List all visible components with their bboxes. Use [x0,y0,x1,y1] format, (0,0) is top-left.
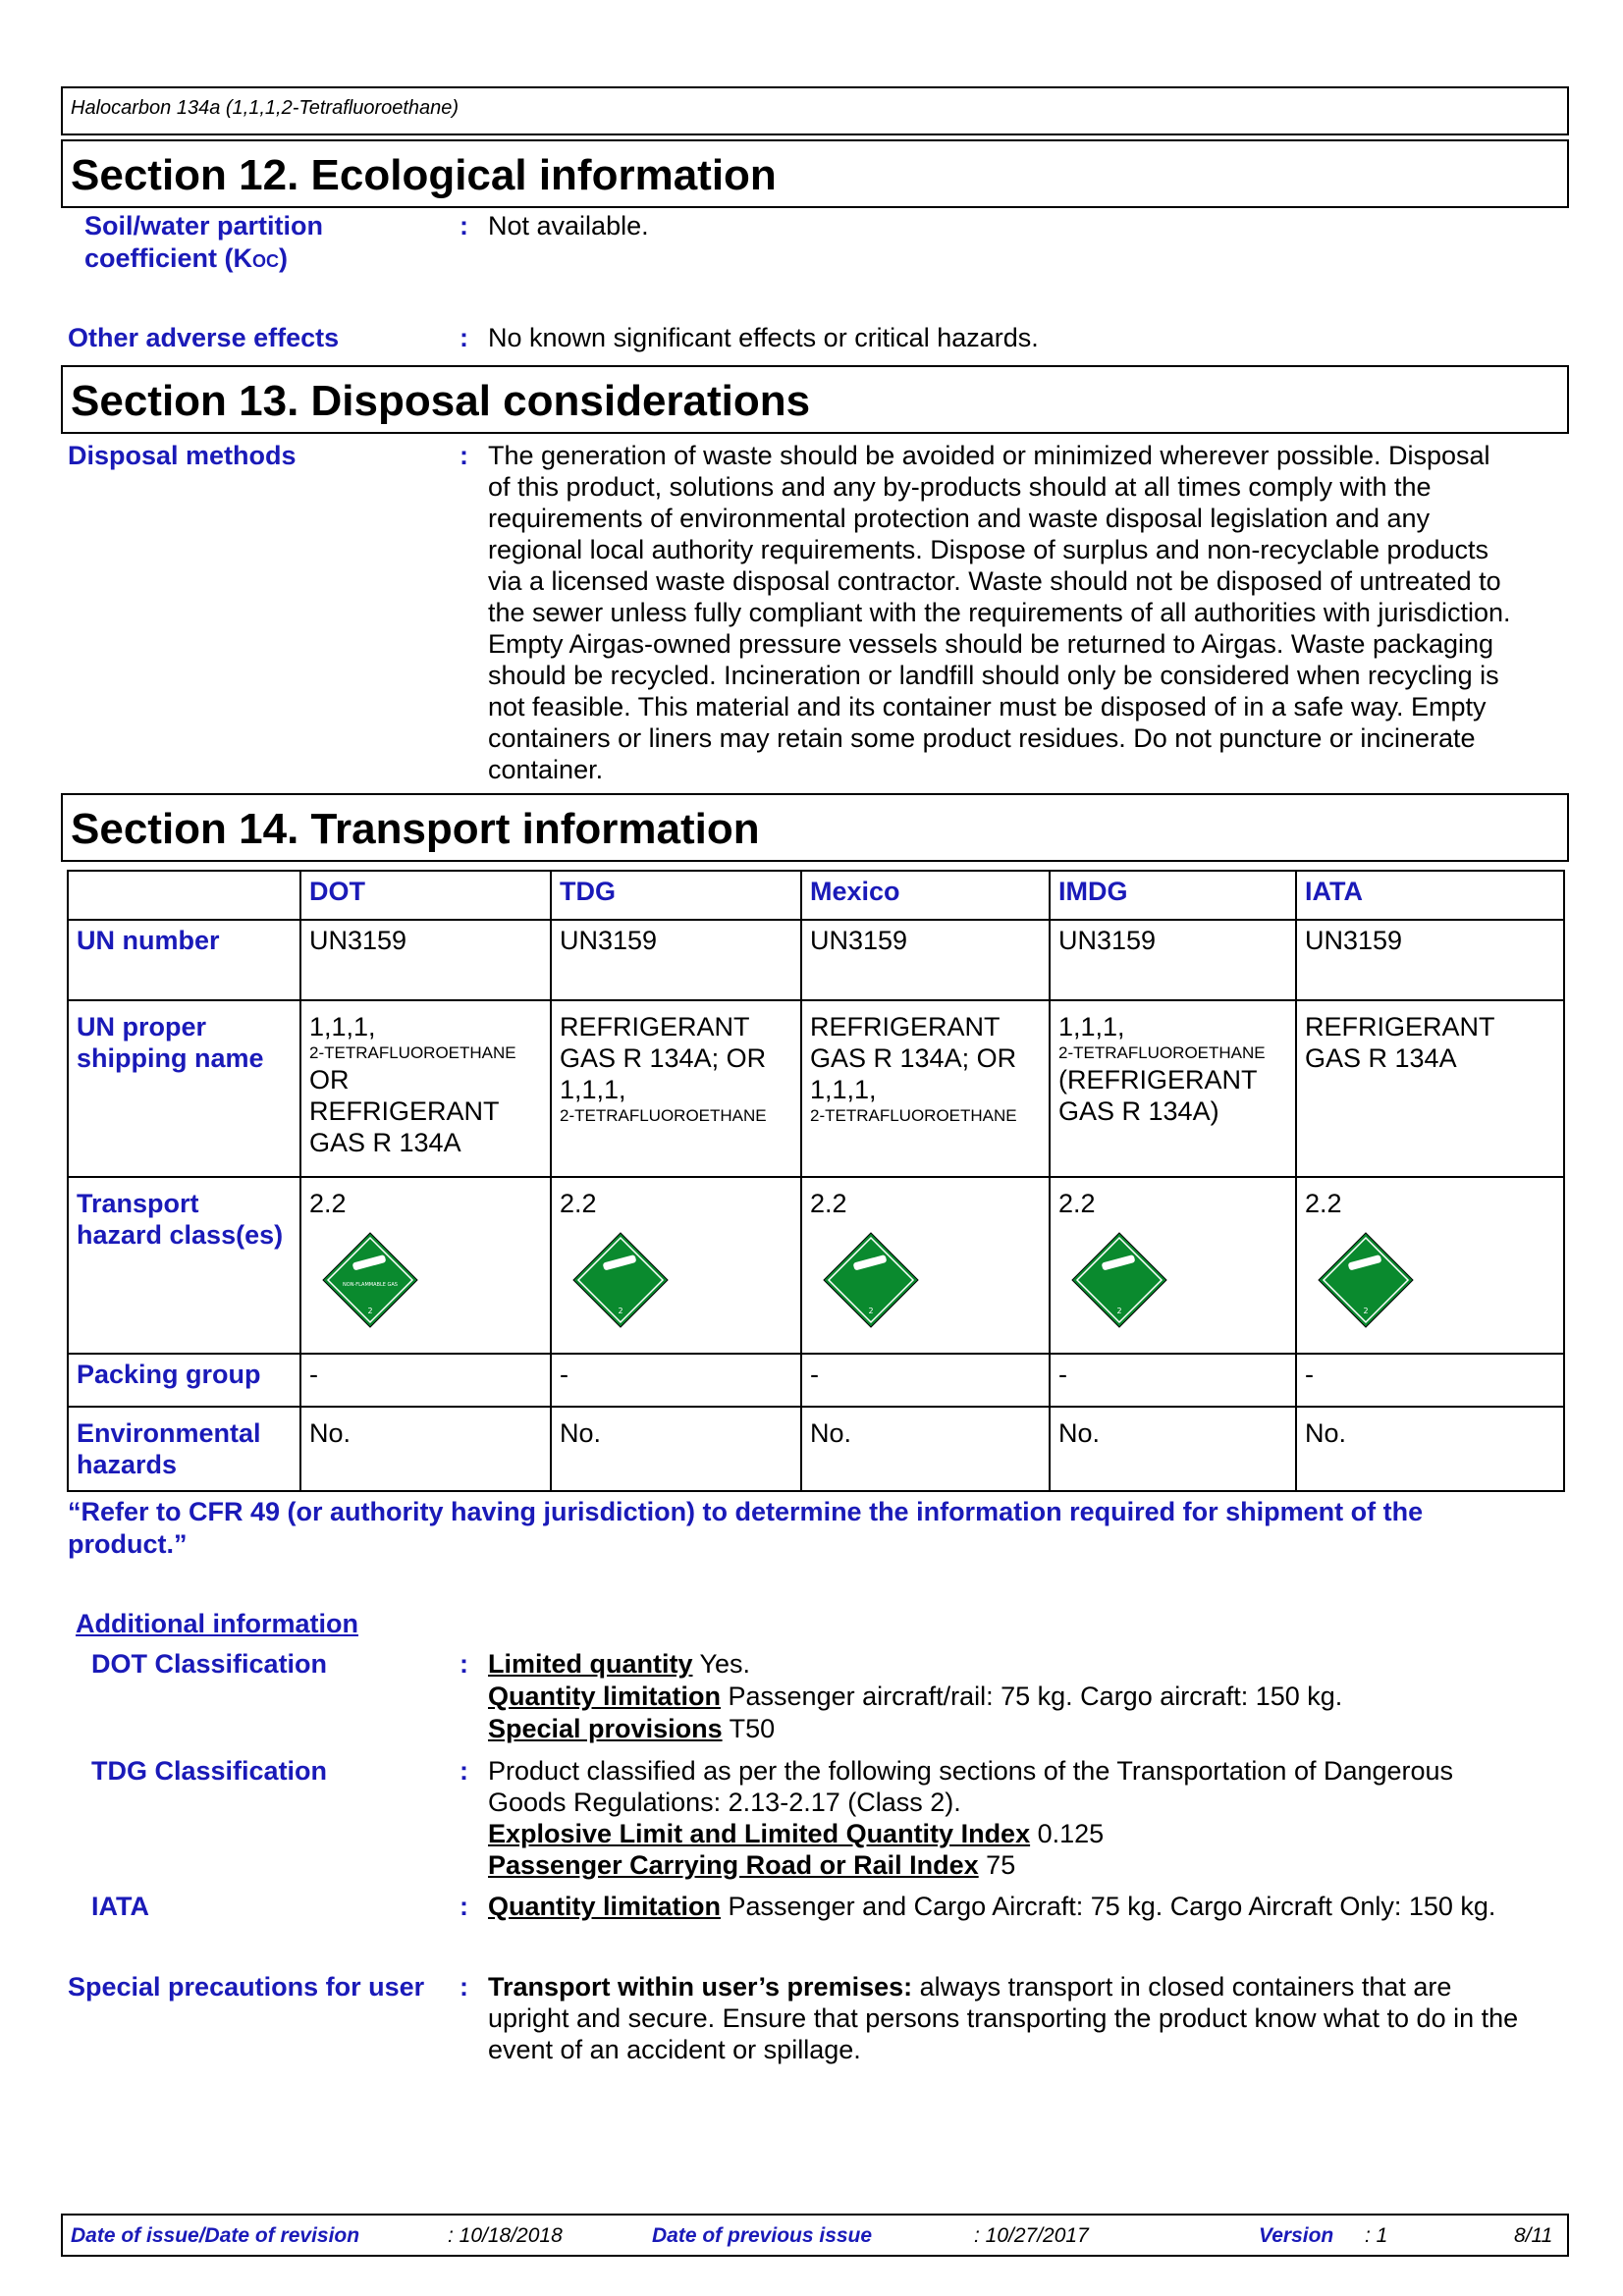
cfr-note: “Refer to CFR 49 (or authority having jurisdiction) to determine the information required for shipment of the product.” [68,1497,1424,1559]
cell-hazard-imdg: 2.2 2 [1050,1177,1296,1354]
table-header-row [68,871,1564,920]
section-14-header [61,793,1569,862]
cell-name-mexico: REFRIGERANT GAS R 134A; OR 1,1,1, 2-TETRAFLUOROETHANE [801,1000,1050,1177]
col-tdg: TDG [551,871,801,920]
disposal-line: via a licensed waste disposal contractor. Waste should not be disposed of untreated to [488,566,1501,596]
cell-env-imdg: No. [1050,1407,1296,1491]
col-dot: DOT [300,871,551,920]
issue-date-value: : 10/18/2018 [448,2224,563,2247]
tdg-classification-value: Product classified as per the following sections of the Transportation of Dangerous Goods Regulations: 2.13-2.17 (Class 2). Explosive Limit and Limited Quantity Index 0.125 Passenger Carrying Road or Rail Index 75 [488,1756,1454,1880]
cell-name-imdg: 1,1,1, 2-TETRAFLUOROETHANE (REFRIGERANT GAS R 134A) [1050,1000,1296,1177]
disposal-line: regional local authority requirements. Dispose of surplus and non-recyclable products [488,535,1489,564]
cell-pg-imdg: - [1050,1354,1296,1407]
cell-env-mexico: No. [801,1407,1050,1491]
disposal-line: requirements of environmental protection and waste disposal legislation and any [488,504,1431,533]
other-adverse-value: No known significant effects or critical hazards. [488,323,1039,352]
colon: : [460,1649,468,1679]
table-row-hazard-class [68,1177,1564,1354]
disposal-methods-label: Disposal methods [68,441,297,470]
colon: : [460,1892,468,1921]
row-label-hazard-class: Transport hazard class(es) [68,1177,300,1354]
non-flammable-gas-placard-icon [571,1231,792,1336]
placard-text: NON-FLAMMABLE GAS [343,1282,398,1288]
cell-name-iata: REFRIGERANT GAS R 134A [1296,1000,1564,1177]
table-row-un-number [68,920,1564,1000]
cell-env-dot: No. [300,1407,551,1491]
table-row-packing-group [68,1354,1564,1407]
additional-info-title: Additional information [76,1609,358,1638]
placard-class-number: 2 [618,1307,623,1315]
soil-partition-label: Soil/water partition coefficient (KOC) [84,211,324,273]
previous-issue-label: Date of previous issue [652,2224,873,2247]
disposal-methods-text [488,440,1568,785]
row-label-un-number: UN number [68,920,300,1000]
placard-class-number: 2 [1363,1307,1369,1315]
row-label-env-hazards: Environmental hazards [68,1407,300,1491]
special-precautions-value: Transport within user’s premises: always transport in closed containers that are upright and secure. Ensure that persons transporting the product know what to do in the event of an accident or spillage. [488,1972,1519,2064]
cell-pg-mexico: - [801,1354,1050,1407]
cell-hazard-mexico: 2.2 2 [801,1177,1050,1354]
colon: : [460,1756,468,1786]
transport-table [67,870,1565,1492]
disposal-line: the sewer unless fully compliant with the requirements of all authorities with jurisdiction. [488,598,1511,627]
section-12-header [61,139,1569,208]
table-row-env-hazards [68,1407,1564,1491]
cell-un-imdg: UN3159 [1050,920,1296,1000]
colon: : [460,211,468,240]
cell-pg-iata: - [1296,1354,1564,1407]
document-title: Halocarbon 134a (1,1,1,2-Tetrafluoroethane) [71,97,460,119]
issue-date-label: Date of issue/Date of revision [71,2224,360,2247]
placard-class-number: 2 [1116,1307,1122,1315]
col-mexico: Mexico [801,871,1050,920]
disposal-line: Empty Airgas-owned pressure vessels should be returned to Airgas. Waste packaging [488,629,1494,659]
cell-env-tdg: No. [551,1407,801,1491]
previous-issue-value: : 10/27/2017 [974,2224,1089,2247]
row-label-packing-group: Packing group [68,1354,300,1407]
table-row-proper-name [68,1000,1564,1177]
col-iata: IATA [1296,871,1564,920]
disposal-line: container. [488,755,604,784]
cell-un-iata: UN3159 [1296,920,1564,1000]
cell-name-dot: 1,1,1, 2-TETRAFLUOROETHANE OR REFRIGERANT GAS R 134A [300,1000,551,1177]
colon: : [460,441,468,470]
dot-classification-label: DOT Classification [91,1649,328,1679]
tdg-classification-label: TDG Classification [91,1756,328,1786]
disposal-line: containers or liners may retain some product residues. Do not puncture or incinerate [488,723,1476,753]
cell-hazard-iata: 2.2 2 [1296,1177,1564,1354]
cell-name-tdg: REFRIGERANT GAS R 134A; OR 1,1,1, 2-TETRAFLUOROETHANE [551,1000,801,1177]
cell-un-dot: UN3159 [300,920,551,1000]
colon: : [460,1972,468,2002]
placard-class-number: 2 [367,1307,373,1315]
section-14-title: Section 14. Transport information [71,805,760,853]
section-13-title: Section 13. Disposal considerations [71,377,811,425]
header-empty [68,871,300,920]
dot-classification-value: Limited quantity Yes. Quantity limitation Passenger aircraft/rail: 75 kg. Cargo aircraft: 150 kg. Special provisions T50 [488,1649,1343,1743]
non-flammable-gas-placard-icon [321,1231,542,1336]
iata-label: IATA [91,1892,149,1921]
cell-un-tdg: UN3159 [551,920,801,1000]
placard-class-number: 2 [868,1307,874,1315]
soil-partition-value: Not available. [488,211,649,240]
non-flammable-gas-placard-icon [822,1231,1041,1336]
page-number: 8/11 [1514,2224,1553,2247]
document-footer [61,2214,1569,2257]
row-label-proper-name: UN proper shipping name [68,1000,300,1177]
version-value: : 1 [1365,2224,1388,2247]
document-header [61,86,1569,135]
colon: : [460,323,468,352]
iata-value: Quantity limitation Passenger and Cargo Aircraft: 75 kg. Cargo Aircraft Only: 150 kg. [488,1892,1496,1921]
special-precautions-label: Special precautions for user [68,1972,425,2002]
cell-pg-tdg: - [551,1354,801,1407]
version-label: Version [1259,2224,1334,2247]
disposal-line: not feasible. This material and its container must be disposed of in a safe way. Empty [488,692,1487,721]
cell-hazard-dot: 2.2 NON-FLAMMABLE GAS 2 [300,1177,551,1354]
cell-hazard-tdg: 2.2 2 [551,1177,801,1354]
disposal-line: should be recycled. Incineration or landfill should only be considered when recycling is [488,661,1499,690]
cell-un-mexico: UN3159 [801,920,1050,1000]
other-adverse-label: Other adverse effects [68,323,340,352]
non-flammable-gas-placard-icon [1070,1231,1287,1336]
section-12-title: Section 12. Ecological information [71,151,777,199]
disposal-line: The generation of waste should be avoided or minimized wherever possible. Disposal [488,441,1490,470]
col-imdg: IMDG [1050,871,1296,920]
disposal-line: of this product, solutions and any by-products should at all times comply with the [488,472,1432,502]
cell-env-iata: No. [1296,1407,1564,1491]
non-flammable-gas-placard-icon [1317,1231,1555,1336]
section-13-header [61,365,1569,434]
cell-pg-dot: - [300,1354,551,1407]
